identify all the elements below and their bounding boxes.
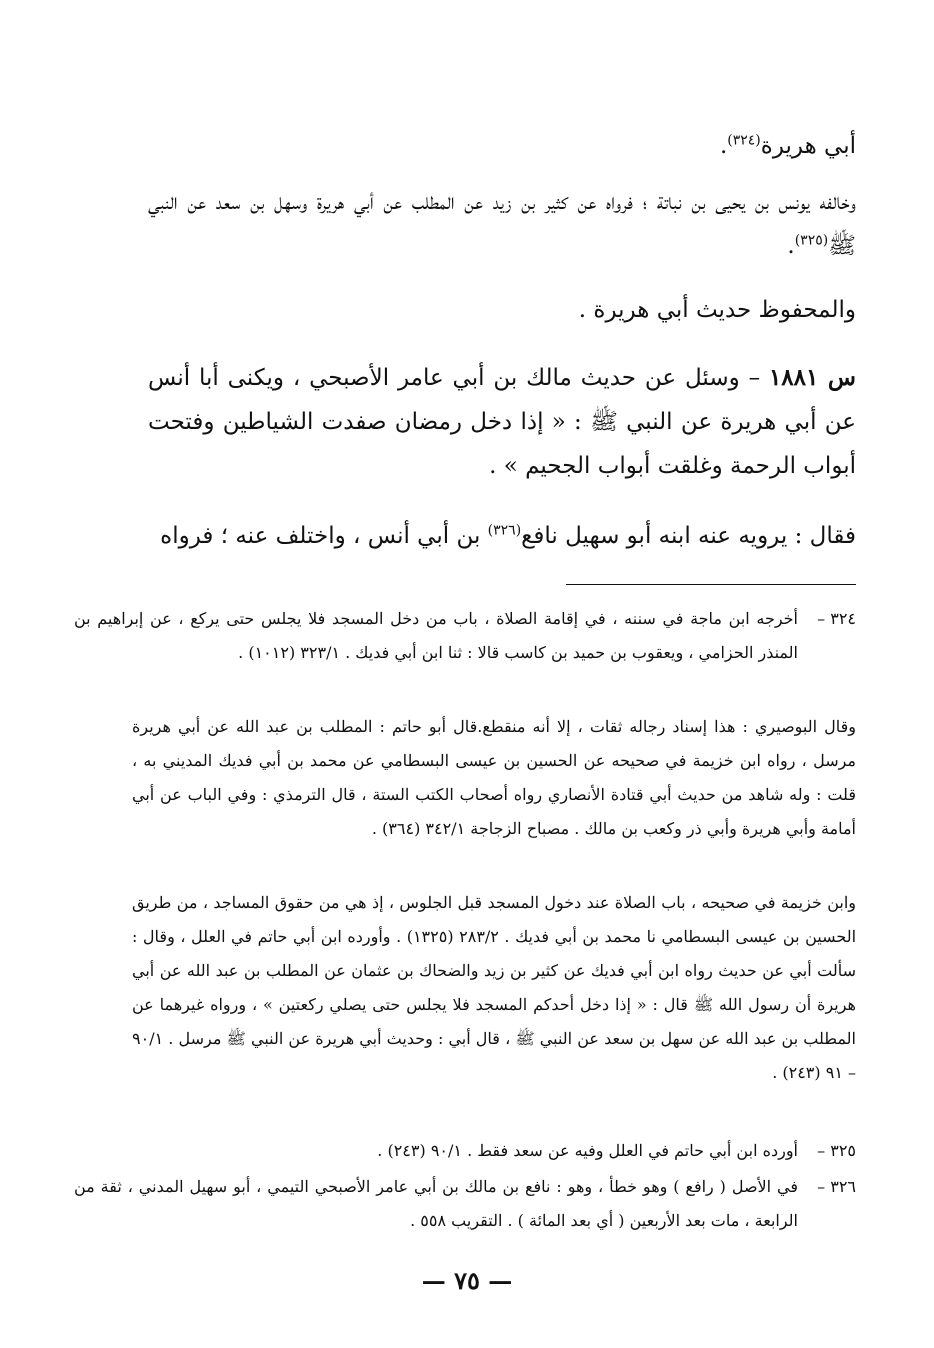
answer-text-a: فقال : يرويه عنه ابنه أبو سهيل نافع (521, 523, 856, 549)
footnote-ref-325: (٣٢٥) (794, 232, 829, 249)
footnote-separator (566, 584, 856, 585)
footnote-ref-324: (٣٢٤) (727, 132, 761, 149)
question-text: – وسئل عن حديث مالك بن أبي عامر الأصبحي ، ويكنى أبا أنس عن أبي هريرة عن النبي ﷺ : « إذا دخل رمضان صفدت الشياطين وفتحت أبواب الرحمة وغلقت أبواب الجحيم » . (148, 365, 856, 479)
footnote-324-text: أخرجه ابن ماجة في سننه ، في إقامة الصلاة ، باب من دخل المسجد فلا يجلس حتى يركع ، عن إبراهيم بن المنذر الحزامي ، ويعقوب بن حميد بن كاسب قالا : ثنا ابن أبي فديك . ٣٢٣/١ (١٠١٢) . (74, 609, 799, 662)
main-line-top (720, 128, 856, 164)
footnote-326-text: في الأصل ( رافع ) وهو خطأ ، وهو : نافع بن مالك بن أبي عامر الأصبحي التيمي ، أبو سهيل المدني ، ثقة من الرابعة ، مات بعد الأربعين ( أي بعد المائة ) . التقريب ٥٥٨ . (74, 1177, 798, 1230)
page-number: — ٧٥ — (421, 1266, 513, 1295)
answer-text-b: بن أبي أنس ، واختلف عنه ؛ فرواه (160, 523, 481, 549)
question-number: س ١٨٨١ (768, 364, 857, 391)
para1-text: وخالفه يونس بن يحيى بن نباتة ؛ فرواه عن كثير بن زيد عن المطلب عن أبي هريرة وسهل بن سعد عن النبي ﷺ (148, 189, 856, 259)
main-paragraph-1 (148, 180, 856, 268)
para1-end: . (787, 233, 795, 259)
footnote-324-paragraph-3: وابن خزيمة في صحيحه ، باب الصلاة عند دخول المسجد قبل الجلوس ، إذ هي من حقوق المساجد ، من طريق الحسين بن عيسى البسطامي نا محمد بن أبي فديك . ٢٨٣/٢ (١٣٢٥) . وأورده ابن أبي حاتم في العلل ، وقال : سألت أبي عن حديث رواه ابن أبي فديك عن كثير بن زيد والضحاك بن عثمان عن المطلب بن عبد الله عن أبي هريرة أن رسول الله ﷺ قال : « إذا دخل أحدكم المسجد فلا يجلس حتى يصلي ركعتين » ، ورواه غيرهما عن المطلب بن عبد الله عن سهل بن سعد عن النبي ﷺ ، قال أبي : وحديث أبي هريرة عن النبي ﷺ مرسل . ٩٠/١ – ٩١ (٢٤٣) . (132, 893, 857, 1082)
footnote-325-text: أورده ابن أبي حاتم في العلل وفيه عن سعد فقط . ٩٠/١ (٢٤٣) . (377, 1141, 798, 1160)
line-top-text: أبي هريرة (760, 133, 856, 159)
footnote-326 (74, 1170, 856, 1238)
main-paragraph-2: والمحفوظ حديث أبي هريرة . (578, 297, 856, 323)
line-top-end: . (719, 133, 728, 159)
footnote-324 (74, 602, 856, 670)
question-paragraph (148, 356, 856, 488)
footnote-ref-326: (٣٢٦) (487, 522, 522, 539)
footnote-324-paragraph-2: وقال البوصيري : هذا إسناد رجاله ثقات ، إلا أنه منقطع.قال أبو حاتم : المطلب بن عبد الله عن أبي هريرة مرسل ، رواه ابن خزيمة في صحيحه عن الحسين بن عيسى البسطامي عن محمد بن أبي فديك المديني به ، قلت : وله شاهد من حديث أبي قتادة الأنصاري رواه أصحاب الكتب الستة ، قال الترمذي : وفي الباب عن أبي أمامة وأبي هريرة وأبي ذر وكعب بن مالك . مصباح الزجاجة ٣٤٢/١ (٣٦٤) . (132, 717, 856, 838)
answer-line (160, 518, 856, 554)
footnote-325-number: ٣٢٥ – (817, 1141, 856, 1160)
footnote-325 (74, 1134, 856, 1168)
footnote-324-number: ٣٢٤ – (817, 609, 856, 628)
footnote-326-number: ٣٢٦ – (817, 1177, 856, 1196)
